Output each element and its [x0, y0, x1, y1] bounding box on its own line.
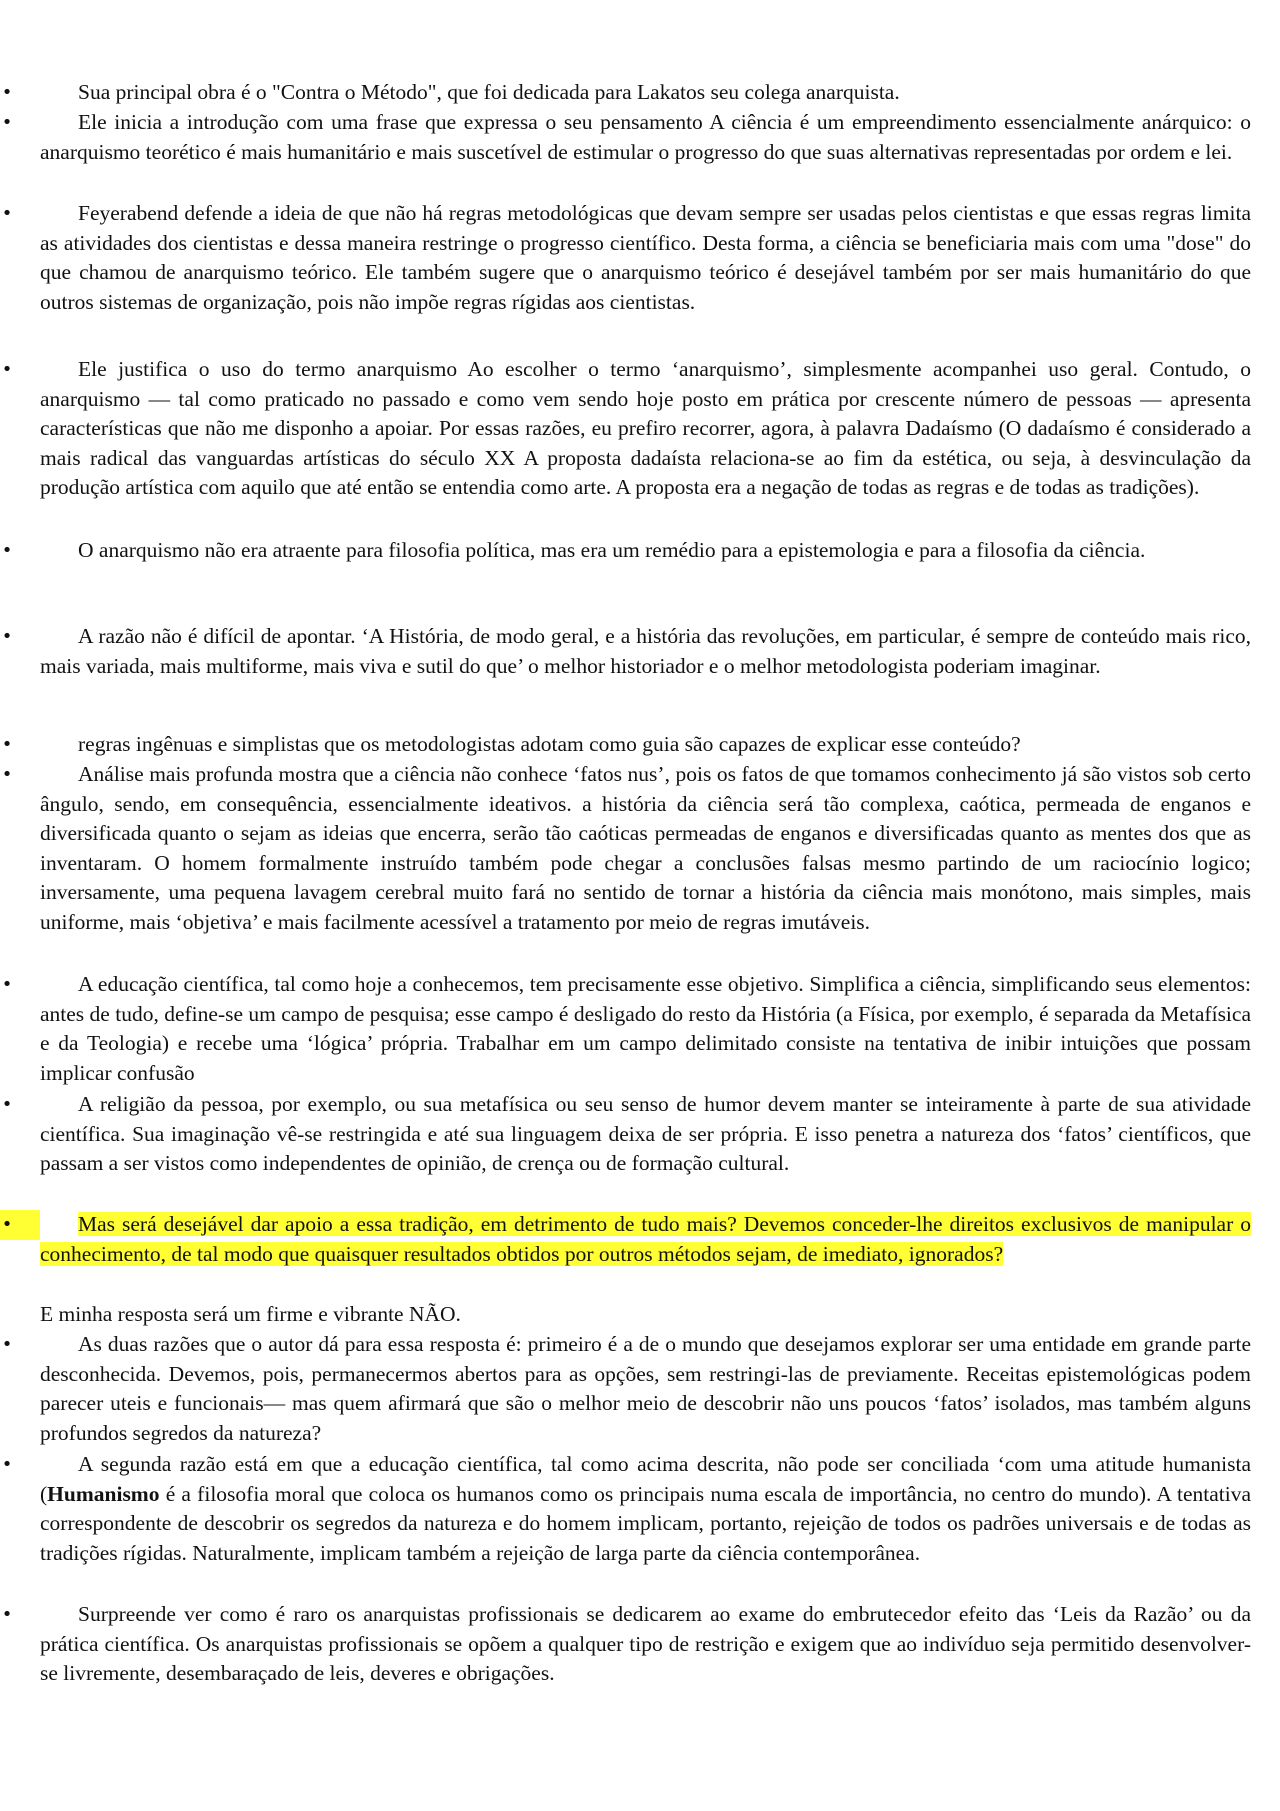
paragraph-text: A educação científica, tal como hoje a conhecemos, tem precisamente esse objetivo. Simplifica a ciência, simplificando seus elementos: antes de tudo, define-se um campo de pesquisa; esse campo é desligado do resto da História (a Física, por exemplo, é separada da Metafísica e da Teologia) e recebe uma ‘lógica’ própria. Trabalhar em um campo delimitado consiste na tentativa de inibir intuições que possam implicar confusão: [40, 972, 1251, 1085]
bullet-icon: •: [1, 359, 13, 380]
paragraph-text: regras ingênuas e simplistas que os metodologistas adotam como guia são capazes de explicar esse conteúdo?: [78, 732, 1021, 756]
paragraph-text: As duas razões que o autor dá para essa resposta é: primeiro é a de o mundo que desejamos explorar ser uma entidade em grande parte desconhecida. Devemos, pois, permanecermos abertos para as opções, sem restringi-las de previamente. Receitas epistemológicas podem parecer uteis e funcionais— mas quem afirmará que são o melhor meio de descobrir não uns poucos ‘fatos’ isolados, mas também alguns profundos segredos da natureza?: [40, 1332, 1251, 1445]
bullet-paragraph: [1, 1090, 1251, 1179]
paragraph-text: O anarquismo não era atraente para filosofia política, mas era um remédio para a epistemologia e para a filosofia da ciência.: [78, 538, 1146, 562]
highlighted-text: Mas será desejável dar apoio a essa tradição, em detrimento de tudo mais? Devemos conceder-lhe direitos exclusivos de manipular o conhecimento, de tal modo que quaisquer resultados obtidos por outros métodos sejam, de imediato, ignorados?: [40, 1212, 1251, 1266]
bullet-paragraph: [1, 1600, 1251, 1689]
bullet-icon: •: [1, 1454, 13, 1475]
bullet-paragraph: [1, 536, 1251, 566]
bullet-paragraph: [1, 1450, 1251, 1568]
bullet-paragraph: [1, 199, 1251, 317]
bullet-icon: •: [1, 764, 13, 785]
bullet-icon: •: [1, 1334, 13, 1355]
bullet-paragraph: [1, 970, 1251, 1088]
paragraph-text: Análise mais profunda mostra que a ciência não conhece ‘fatos nus’, pois os fatos de que tomamos conhecimento já são vistos sob certo ângulo, sendo, em consequência, essencialmente ideativos. a história da ciência será tão complexa, caótica, permeada de enganos e diversificada quanto o sejam as ideias que encerra, serão tão caóticas permeadas de enganos e diversificadas quanto as mentes dos que as inventaram. O homem formalmente instruído também pode chegar a conclusões falsas mesmo partindo de um raciocínio logico; inversamente, uma pequena lavagem cerebral muito fará no sentido de tornar a história da ciência mais monótono, mais simples, mais uniforme, mais ‘objetiva’ e mais facilmente acessível a tratamento por meio de regras imutáveis.: [40, 762, 1251, 934]
bullet-paragraph: [1, 760, 1251, 938]
paragraph-text: Surpreende ver como é raro os anarquistas profissionais se dedicarem ao exame do embrutecedor efeito das ‘Leis da Razão’ ou da prática científica. Os anarquistas profissionais se opõem a qualquer tipo de restrição e exigem que ao indivíduo seja permitido desenvolver-se livremente, desembaraçado de leis, deveres e obrigações.: [40, 1602, 1251, 1686]
bullet-icon: •: [1, 626, 13, 647]
paragraph-text: Sua principal obra é o "Contra o Método", que foi dedicada para Lakatos seu colega anarquista.: [78, 80, 900, 104]
bullet-paragraph: [1, 622, 1251, 681]
bullet-icon: •: [1, 203, 13, 224]
bullet-icon: •: [1, 1214, 13, 1235]
bullet-paragraph: [1, 108, 1251, 167]
bullet-icon: •: [1, 1094, 13, 1115]
paragraph-text: Ele inicia a introdução com uma frase que expressa o seu pensamento A ciência é um empreendimento essencialmente anárquico: o anarquismo teorético é mais humanitário e mais suscetível de estimular o progresso do que suas alternativas representadas por ordem e lei.: [40, 110, 1251, 164]
bullet-paragraph: [1, 1330, 1251, 1448]
bullet-icon: •: [1, 112, 13, 133]
bullet-icon: •: [1, 1604, 13, 1625]
bullet-icon: •: [1, 734, 13, 755]
bullet-paragraph: [1, 78, 1251, 108]
paragraph-text: Ele justifica o uso do termo anarquismo Ao escolher o termo ‘anarquismo’, simplesmente acompanhei uso geral. Contudo, o anarquismo — tal como praticado no passado e como vem sendo hoje posto em prática por crescente número de pessoas — apresenta características que não me disponho a apoiar. Por essas razões, eu prefiro recorrer, agora, à palavra Dadaísmo (O dadaísmo é considerado a mais radical das vanguardas artísticas do século XX A proposta dadaísta relaciona-se ao fim da estética, ou seja, à desvinculação da produção artística com aquilo que até então se entendia como arte. A proposta era a negação de todas as regras e de todas as tradições).: [40, 357, 1251, 500]
paragraph-text: A razão não é difícil de apontar. ‘A História, de modo geral, e a história das revoluções, em particular, é sempre de conteúdo mais rico, mais variada, mais multiforme, mais viva e sutil do que’ o melhor historiador e o melhor metodologista poderiam imaginar.: [40, 624, 1251, 678]
highlighted-paragraph: [1, 1210, 1251, 1269]
paragraph-text: Feyerabend defende a ideia de que não há regras metodológicas que devam sempre ser usadas pelos cientistas e que essas regras limita as atividades dos cientistas e dessa maneira restringe o progresso científico. Desta forma, a ciência se beneficiaria mais com uma "dose" do que chamou de anarquismo teórico. Ele também sugere que o anarquismo teórico é desejável também por ser mais humanitário do que outros sistemas de organização, pois não impõe regras rígidas aos cientistas.: [40, 201, 1251, 314]
bold-term: Humanismo: [47, 1481, 160, 1506]
bullet-icon: •: [1, 974, 13, 995]
bullet-paragraph: [1, 730, 1251, 760]
paragraph-text: [40, 1450, 1251, 1568]
answer-line: E minha resposta será um firme e vibrante NÃO.: [40, 1302, 461, 1326]
bullet-paragraph: [1, 355, 1251, 503]
paragraph-text: A religião da pessoa, por exemplo, ou sua metafísica ou seu senso de humor devem manter se inteiramente à parte de sua atividade científica. Sua imaginação vê-se restringida e até sua linguagem deixa de ser própria. E isso penetra a natureza dos ‘fatos’ científicos, que passam a ser vistos como independentes de opinião, de crença ou de formação cultural.: [40, 1092, 1251, 1176]
bullet-icon: •: [1, 82, 13, 103]
paragraph-text-end: é a filosofia moral que coloca os humanos como os principais numa escala de importância, no centro do mundo). A tentativa correspondente de descobrir os segredos da natureza e do homem implicam, portanto, rejeição de todos os padrões universais e de todas as tradições rígidas. Naturalmente, implicam também a rejeição de larga parte da ciência contemporânea.: [40, 1481, 1251, 1565]
paragraph-text-start: A segunda razão está em que a educação científica, tal como acima descrita, não pode ser conciliada ‘com uma atitude humanista (: [40, 1452, 1251, 1506]
bullet-icon: •: [1, 540, 13, 561]
